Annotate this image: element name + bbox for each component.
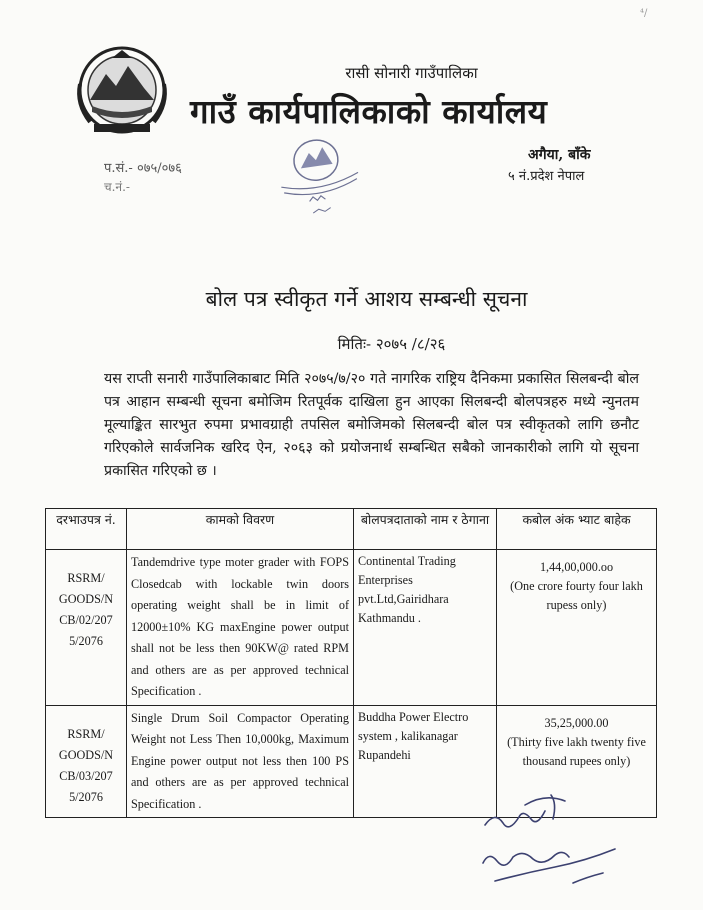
- bid-no-cell: RSRM/ GOODS/N CB/03/207 5/2076: [46, 705, 127, 818]
- header-bid-no: दरभाउपत्र नं.: [46, 509, 127, 550]
- table-row: [46, 550, 657, 706]
- notice-title: बोल पत्र स्वीकृत गर्ने आशय सम्बन्धी सूचना: [205, 287, 528, 311]
- notice-date: मितिः- २०७५ /८/२६: [337, 335, 446, 353]
- header-amount: कबोल अंक भ्याट बाहेक: [497, 509, 657, 550]
- bid-no-cell: RSRM/ GOODS/N CB/02/207 5/2076: [46, 550, 127, 706]
- office-stamp-icon: [268, 130, 368, 220]
- amount-words: (One crore fourty four lakh rupess only): [510, 579, 643, 612]
- award-table: [45, 508, 657, 818]
- org-name: रासी सोनारी गाउँपालिका: [345, 64, 478, 82]
- description-cell: Single Drum Soil Compactor Operating Weight not Less Then 10,000kg, Maximum Engine power output not less then 100 PS and others are as per approved technical Specification .: [127, 705, 354, 818]
- amount-cell: [497, 550, 657, 706]
- bidder-cell: Continental Trading Enterprises pvt.Ltd,Gairidhara Kathmandu .: [354, 550, 497, 706]
- amount-figure: 1,44,00,000.oo: [539, 560, 614, 574]
- amount-words: (Thirty five lakh twenty five thousand rupees only): [507, 734, 646, 768]
- scan-mark: ⁴/: [640, 8, 648, 19]
- bidder-cell: Buddha Power Electro system , kalikanagar Rupandehi: [354, 705, 497, 818]
- address-line1: अगैया, बाँके: [528, 147, 591, 163]
- signature-icon: [455, 785, 655, 905]
- amount-figure: 35,25,000.00: [544, 715, 609, 730]
- header-bidder: बोलपत्रदाताको नाम र ठेगाना: [354, 509, 497, 550]
- notice-body: यस राप्ती सनारी गाउँपालिकाबाट मिति २०७५/७/२० गते नागरिक राष्ट्रिय दैनिकमा प्रकासित सिलबन्दी बोल पत्र आहान सम्बन्धी सूचना बमोजिम रितपूर्वक दाखिला हुन आएका सिलबन्दी बोलपत्रहरु मध्ये न्युनतम मूल्याङ्कित सारभुत रुपमा प्रभावग्राही तपसिल बमोजिमको सिलबन्दी बोल पत्र स्वीकृतको लागि छनौट गरिएकोले सार्वजनिक खरिद ऐन, २०६३ को प्रयोजनार्थ सम्बन्धित सबैको जानकारीको लागि यो सूचना प्रकासित गरिएको छ ।: [104, 371, 639, 479]
- dispatch-number: च.नं.-: [104, 180, 130, 194]
- address-line2: ५ नं.प्रदेश नेपाल: [508, 169, 585, 184]
- header-description: कामको विवरण: [127, 509, 354, 550]
- description-cell: Tandemdrive type moter grader with FOPS Closedcab with lockable twin doors operating weight shall be in limit of 12000±10% KG maxEngine power output shall not be less then 90KW@ rated RPM and others are as per approved technical Specification .: [127, 550, 354, 706]
- reference-number: प.सं.- ०७५/०७६: [104, 161, 182, 176]
- nepal-emblem-icon: [72, 44, 172, 136]
- office-title: गाउँ कार्यपालिकाको कार्यालय: [190, 92, 548, 131]
- table-header-row: [46, 509, 657, 550]
